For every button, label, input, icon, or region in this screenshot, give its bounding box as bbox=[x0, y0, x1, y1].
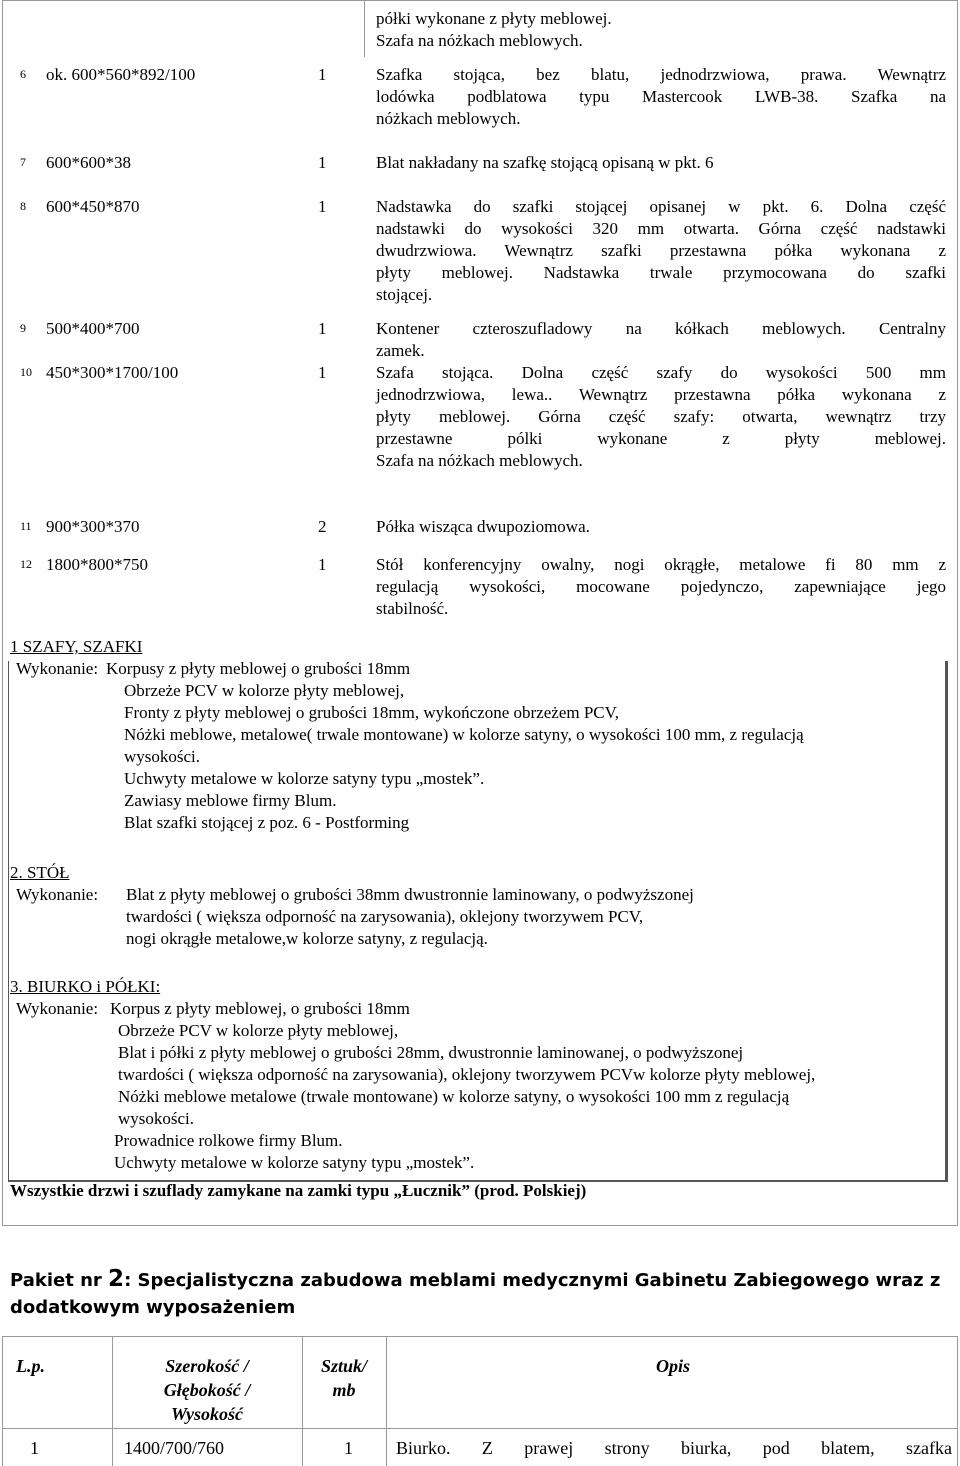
spec-line: Blat i półki z płyty meblowej o grubości 28mm, dwustronnie laminowanej, o podwyższonej bbox=[118, 1043, 744, 1062]
table-border bbox=[2, 1336, 958, 1337]
header-qty bbox=[304, 1354, 384, 1402]
row-description bbox=[376, 554, 946, 620]
row-number: 8 bbox=[20, 199, 26, 213]
spec-line: Obrzeże PCV w kolorze płyty meblowej, bbox=[118, 1021, 399, 1040]
row-quantity: 1 bbox=[318, 153, 327, 172]
header-size-line: Głębokość / bbox=[163, 1380, 251, 1400]
table-border bbox=[112, 1336, 113, 1466]
table-border bbox=[302, 1336, 303, 1466]
execution-label: Wykonanie: bbox=[16, 885, 99, 904]
spec-line: Fronty z płyty meblowej o grubości 18mm, wykończone obrzeżem PCV, bbox=[124, 703, 619, 722]
continuation-line: Szafa na nóżkach meblowych. bbox=[376, 31, 583, 50]
spec-line: twardości ( większa odporność na zarysowania), oklejony tworzywem PCV, bbox=[126, 907, 644, 926]
row-dimensions: 450*300*1700/100 bbox=[46, 363, 179, 382]
table-border bbox=[2, 1336, 3, 1466]
description-line: Półka wisząca dwupoziomowa. bbox=[376, 517, 590, 536]
description-line: Szafka stojąca, bez blatu, jednodrzwiowa, prawa. Wewnątrz bbox=[376, 65, 946, 84]
spec-line: Korpusy z płyty meblowej o grubości 18mm bbox=[106, 659, 411, 678]
section-title-table: 2. STÓŁ bbox=[10, 863, 70, 882]
description-line: Kontener czteroszufladowy na kółkach meblowych. Centralny bbox=[376, 319, 946, 338]
section-title-desk: 3. BIURKO i PÓŁKI: bbox=[10, 977, 161, 996]
description-line: jednodrzwiowa, lewa.. Wewnątrz przestawna półka wykonana z bbox=[376, 385, 946, 404]
table-border bbox=[2, 1428, 958, 1429]
description-line: przestawne pólki wykonane z płyty meblowej. bbox=[376, 429, 946, 448]
row-lp: 1 bbox=[30, 1438, 39, 1458]
header-size-line: Wysokość bbox=[171, 1404, 243, 1424]
row-number: 10 bbox=[20, 365, 32, 379]
description-line: zamek. bbox=[376, 341, 425, 360]
row-description bbox=[376, 196, 946, 306]
description-line: nadstawki do wysokości 320 mm otwarta. Górna część nadstawki bbox=[376, 219, 946, 238]
row-dimensions: 900*300*370 bbox=[46, 517, 140, 536]
description-line: Stół konferencyjny owalny, nogi okrągłe, metalowe fi 80 mm z bbox=[376, 555, 946, 574]
package-title: : Specjalistyczna zabudowa meblami medycznymi Gabinetu Zabiegowego wraz z dodatkowym wyposażeniem bbox=[10, 1270, 941, 1318]
description-line: regulacją wysokości, mocowane pojedynczo, zapewniające jego bbox=[376, 577, 946, 596]
spec-line: Prowadnice rolkowe firmy Blum. bbox=[114, 1131, 343, 1150]
row-number: 9 bbox=[20, 321, 26, 335]
row-dimensions: 500*400*700 bbox=[46, 319, 140, 338]
row-dimensions: ok. 600*560*892/100 bbox=[46, 65, 196, 84]
spec-line: Zawiasy meblowe firmy Blum. bbox=[124, 791, 337, 810]
spec-line: wysokości. bbox=[118, 1109, 195, 1128]
description-line: stojącej. bbox=[376, 285, 433, 304]
execution-label: Wykonanie: bbox=[16, 999, 99, 1018]
header-qty-line: mb bbox=[332, 1380, 356, 1400]
row-description bbox=[376, 362, 946, 472]
header-desc: Opis bbox=[655, 1356, 690, 1376]
section-title-cabinets: 1 SZAFY, SZAFKI bbox=[10, 637, 143, 656]
spec-line: Blat z płyty meblowej o grubości 38mm dwustronnie laminowany, o podwyższonej bbox=[126, 885, 694, 904]
description-line: Szafa stojąca. Dolna część szafy do wysokości 500 mm bbox=[376, 363, 946, 382]
header-lp: L.p. bbox=[16, 1356, 45, 1376]
row-description bbox=[376, 318, 946, 362]
description-line: płyty meblowej. Nadstawka trwale przymocowana do szafki bbox=[376, 263, 946, 282]
row-description bbox=[376, 64, 946, 130]
row-description: Biurko. Z prawej strony biurka, pod blatem, szafka bbox=[396, 1438, 952, 1458]
package-number: 2 bbox=[108, 1266, 125, 1292]
package-prefix: Pakiet nr bbox=[10, 1270, 109, 1291]
row-quantity: 1 bbox=[318, 319, 327, 338]
table-border bbox=[386, 1336, 387, 1466]
spec-line: Nóżki meblowe metalowe (trwale montowane) w kolorze satyny, o wysokości 100 mm z regulacją bbox=[118, 1087, 790, 1106]
execution-label: Wykonanie: bbox=[16, 659, 99, 678]
column-divider bbox=[364, 0, 365, 57]
header-size bbox=[114, 1354, 300, 1426]
locks-note: Wszystkie drzwi i szuflady zamykane na zamki typu „Łucznik” (prod. Polskiej) bbox=[10, 1181, 587, 1200]
row-number: 12 bbox=[20, 557, 32, 571]
description-line: dwudrzwiowa. Wewnątrz szafki przestawna półka wykonana z bbox=[376, 241, 946, 260]
description-line: Blat nakładany na szafkę stojącą opisaną w pkt. 6 bbox=[376, 153, 714, 172]
description-line: Szafa na nóżkach meblowych. bbox=[376, 451, 583, 470]
row-dimensions: 600*450*870 bbox=[46, 197, 140, 216]
row-description bbox=[376, 516, 946, 538]
description-line: lodówka podblatowa typu Mastercook LWB-38. Szafka na bbox=[376, 87, 946, 106]
row-number: 7 bbox=[20, 155, 26, 169]
row-number: 11 bbox=[20, 519, 32, 533]
row-quantity: 1 bbox=[318, 555, 327, 574]
description-line: płyty meblowej. Górna część szafy: otwarta, wewnątrz trzy bbox=[376, 407, 946, 426]
spec-line: Obrzeże PCV w kolorze płyty meblowej, bbox=[124, 681, 405, 700]
row-qty: 1 bbox=[344, 1438, 353, 1458]
spec-line: Uchwyty metalowe w kolorze satyny typu „mostek”. bbox=[124, 769, 485, 788]
header-size-line: Szerokość / bbox=[165, 1356, 249, 1376]
continuation-line: półki wykonane z płyty meblowej. bbox=[376, 9, 612, 28]
row-quantity: 1 bbox=[318, 363, 327, 382]
row-dimensions: 1800*800*750 bbox=[46, 555, 148, 574]
row-quantity: 1 bbox=[318, 197, 327, 216]
spec-line: Blat szafki stojącej z poz. 6 - Postforming bbox=[124, 813, 410, 832]
row-dimensions: 1400/700/760 bbox=[124, 1438, 225, 1458]
description-line: nóżkach meblowych. bbox=[376, 109, 521, 128]
row-dimensions: 600*600*38 bbox=[46, 153, 131, 172]
header-qty-line: Sztuk/ bbox=[320, 1356, 368, 1376]
description-line: stabilność. bbox=[376, 599, 449, 618]
spec-line: Nóżki meblowe, metalowe( trwale montowane) w kolorze satyny, o wysokości 100 mm, z regulacją bbox=[124, 725, 804, 744]
spec-line: wysokości. bbox=[124, 747, 201, 766]
package-heading bbox=[10, 1266, 950, 1321]
row-quantity: 1 bbox=[318, 65, 327, 84]
row-number: 6 bbox=[20, 67, 26, 81]
package-table bbox=[2, 1336, 958, 1466]
spec-line: Uchwyty metalowe w kolorze satyny typu „mostek”. bbox=[114, 1153, 475, 1172]
spec-line: Korpus z płyty meblowej, o grubości 18mm bbox=[110, 999, 410, 1018]
spec-line: nogi okrągłe metalowe,w kolorze satyny, z regulacją. bbox=[126, 929, 488, 948]
spec-line: twardości ( większa odporność na zarysowania), oklejony tworzywem PCVw kolorze płyty meblowej, bbox=[118, 1065, 816, 1084]
row-description bbox=[376, 152, 946, 174]
row-quantity: 2 bbox=[318, 517, 327, 536]
description-line: Nadstawka do szafki stojącej opisanej w pkt. 6. Dolna część bbox=[376, 197, 946, 216]
